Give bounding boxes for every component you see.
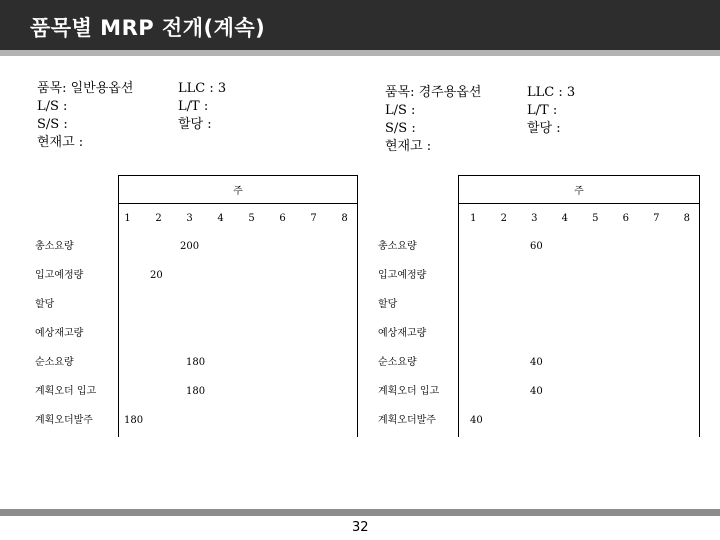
left-allocated: 할당 : — [178, 117, 212, 132]
right-row-label-1: 총소요량 — [378, 241, 417, 252]
left-row-label-4: 예상재고량 — [35, 328, 84, 339]
left-llc: LLC : 3 — [178, 81, 227, 96]
right-period-3: 3 — [531, 213, 538, 224]
right-allocated: 할당 : — [527, 121, 561, 136]
right-lot-size: L/S : — [385, 103, 416, 118]
right-period-8: 8 — [683, 213, 690, 224]
right-on-hand: 현재고 : — [385, 139, 432, 154]
right-row-label-5: 순소요량 — [378, 357, 417, 368]
left-row-label-2: 입고예정량 — [35, 270, 84, 281]
left-item-info-2 — [178, 80, 226, 134]
right-gross-req-p3: 60 — [530, 241, 543, 252]
left-safety-stock: S/S : — [37, 117, 68, 132]
right-lead-time: L/T : — [527, 103, 558, 118]
left-lot-size: L/S : — [37, 99, 68, 114]
right-table-top-border — [458, 175, 700, 176]
right-llc: LLC : 3 — [527, 85, 576, 100]
left-row-label-7: 계획오더발주 — [35, 415, 93, 426]
right-period-4: 4 — [561, 213, 568, 224]
right-planned-receipt-p3: 40 — [530, 386, 543, 397]
left-planned-release-p1: 180 — [124, 415, 144, 426]
page-title: 품목별 MRP 전개(계속) — [30, 16, 266, 40]
left-row-label-1: 총소요량 — [35, 241, 74, 252]
left-period-1: 1 — [124, 213, 131, 224]
left-row-label-5: 순소요량 — [35, 357, 74, 368]
right-planned-release-p1: 40 — [470, 415, 483, 426]
right-item-info — [385, 84, 481, 156]
right-item-name: 품목: 경주용옵션 — [385, 85, 482, 100]
right-item-info-2 — [527, 84, 575, 138]
title-bar — [0, 0, 720, 50]
left-lead-time: L/T : — [178, 99, 209, 114]
right-period-6: 6 — [622, 213, 629, 224]
right-row-label-4: 예상재고량 — [378, 328, 427, 339]
left-week-header: 주 — [233, 186, 243, 197]
left-period-5: 5 — [248, 213, 255, 224]
left-gross-req-p3: 200 — [180, 241, 200, 252]
right-period-2: 2 — [500, 213, 507, 224]
left-period-6: 6 — [279, 213, 286, 224]
left-item-info — [37, 80, 133, 152]
left-period-8: 8 — [341, 213, 348, 224]
right-net-req-p3: 40 — [530, 357, 543, 368]
title-underline — [0, 50, 720, 56]
left-period-3: 3 — [186, 213, 193, 224]
left-net-req-p3: 180 — [186, 357, 206, 368]
left-period-2: 2 — [155, 213, 162, 224]
right-row-label-6: 계획오더 입고 — [378, 386, 440, 397]
right-period-5: 5 — [592, 213, 599, 224]
right-safety-stock: S/S : — [385, 121, 416, 136]
left-on-hand: 현재고 : — [37, 135, 84, 150]
right-row-label-2: 입고예정량 — [378, 270, 427, 281]
left-item-name: 품목: 일반용옵션 — [37, 81, 134, 96]
right-row-label-3: 할당 — [378, 299, 398, 310]
left-row-label-6: 계획오더 입고 — [35, 386, 97, 397]
right-table-week-divider — [458, 203, 700, 204]
footer-bar — [0, 509, 720, 516]
right-period-1: 1 — [470, 213, 477, 224]
left-period-7: 7 — [310, 213, 317, 224]
left-table-top-border — [118, 175, 358, 176]
left-planned-receipt-p3: 180 — [186, 386, 206, 397]
left-row-label-3: 할당 — [35, 299, 55, 310]
left-sched-receipt-p2: 20 — [150, 270, 163, 281]
page-number: 32 — [352, 520, 369, 535]
right-period-7: 7 — [653, 213, 660, 224]
left-table-week-divider — [118, 203, 358, 204]
right-row-label-7: 계획오더발주 — [378, 415, 436, 426]
left-period-4: 4 — [217, 213, 224, 224]
right-week-header: 주 — [574, 186, 584, 197]
